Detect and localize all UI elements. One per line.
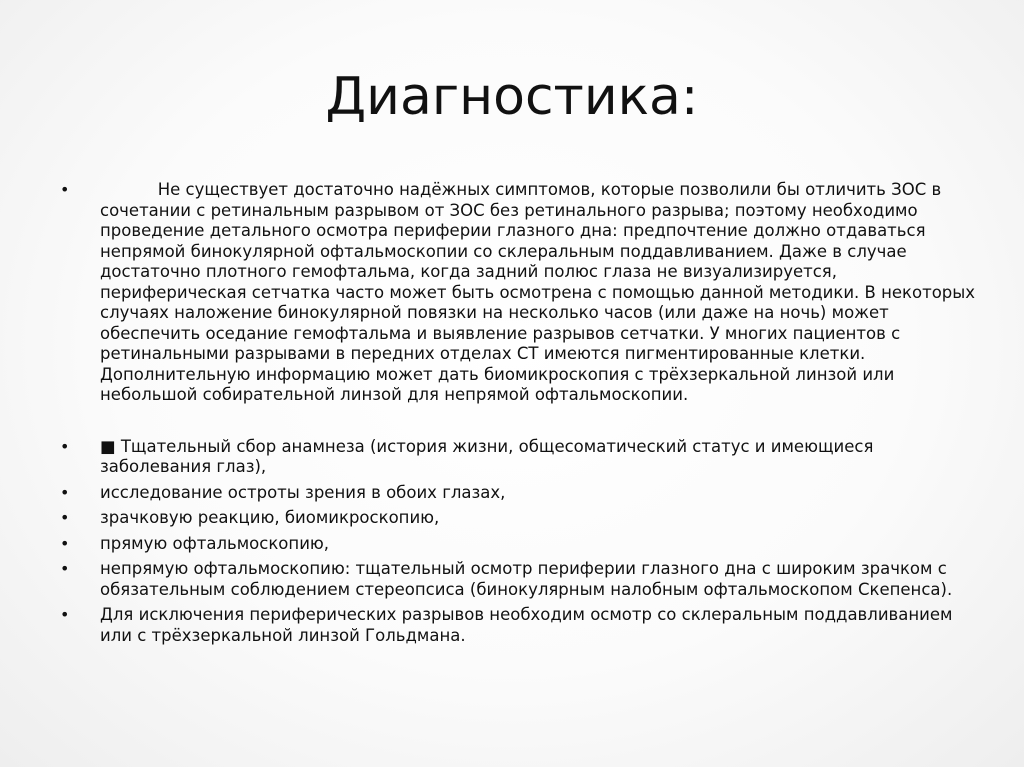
bullet-icon: • <box>60 605 70 624</box>
bullet-item-scleral-depression <box>60 605 980 646</box>
bullet-text: ■ Тщательный сбор анамнеза (история жизни, общесоматический статус и имеющиеся заболевания глаз), <box>100 436 879 476</box>
bullet-item-indirect-ophthalmoscopy <box>60 559 980 600</box>
bullet-icon: • <box>60 482 70 502</box>
bullet-item-direct-ophthalmoscopy <box>60 534 980 555</box>
bullet-text: исследование остроты зрения в обоих глазах, <box>100 482 506 502</box>
bullet-text: Не существует достаточно надёжных симптомов, которые позволили бы отличить ЗОС в сочетании с ретинальным разрывом от ЗОС без ретинального разрыва; поэтому необходимо проведение детального осмотра периферии глазного дна: предпочтение должно отдаваться непрямой бинокулярной офтальмоскопии со склеральным поддавливанием. Даже в случае достаточно плотного гемофтальма, когда задний полюс глаза не визуализируется, периферическая сетчатка часто может быть осмотрена с помощью данной методики. В некоторых случаях наложение бинокулярной повязки на несколько часов (или даже на ночь) может обеспечить оседание гемофтальма и выявление разрывов сетчатки. У многих пациентов с ретинальными разрывами в передних отделах СТ имеются пигментированные клетки. Дополнительную информацию может дать биомикроскопия с трёхзеркальной линзой или небольшой собирательной линзой для непрямой офтальмоскопии. <box>100 180 981 404</box>
bullet-text: непрямую офтальмоскопию: тщательный осмотр периферии глазного дна с широким зрачком с обязательным соблюдением стереопсиса (бинокулярным налобным офтальмоскопом Скепенса). <box>100 559 953 599</box>
bullet-icon: • <box>60 559 70 578</box>
bullet-icon: • <box>60 436 70 456</box>
bullet-item-visual-acuity <box>60 483 980 504</box>
bullet-icon: • <box>60 508 70 527</box>
slide-title: Диагностика: <box>325 67 699 127</box>
list-spacer <box>60 406 980 437</box>
bullet-item-pupil-reaction <box>60 508 980 529</box>
bullet-text: зрачковую реакцию, биомикроскопию, <box>100 508 440 527</box>
bullet-list <box>60 180 980 646</box>
bullet-icon: • <box>60 533 70 553</box>
bullet-icon: • <box>60 180 70 199</box>
bullet-text: Для исключения периферических разрывов необходим осмотр со склеральным поддавливанием или с трёхзеркальной линзой Гольдмана. <box>100 605 958 645</box>
bullet-item-intro <box>60 180 980 406</box>
bullet-text: прямую офтальмоскопию, <box>100 533 330 553</box>
bullet-item-anamnesis <box>60 437 980 478</box>
